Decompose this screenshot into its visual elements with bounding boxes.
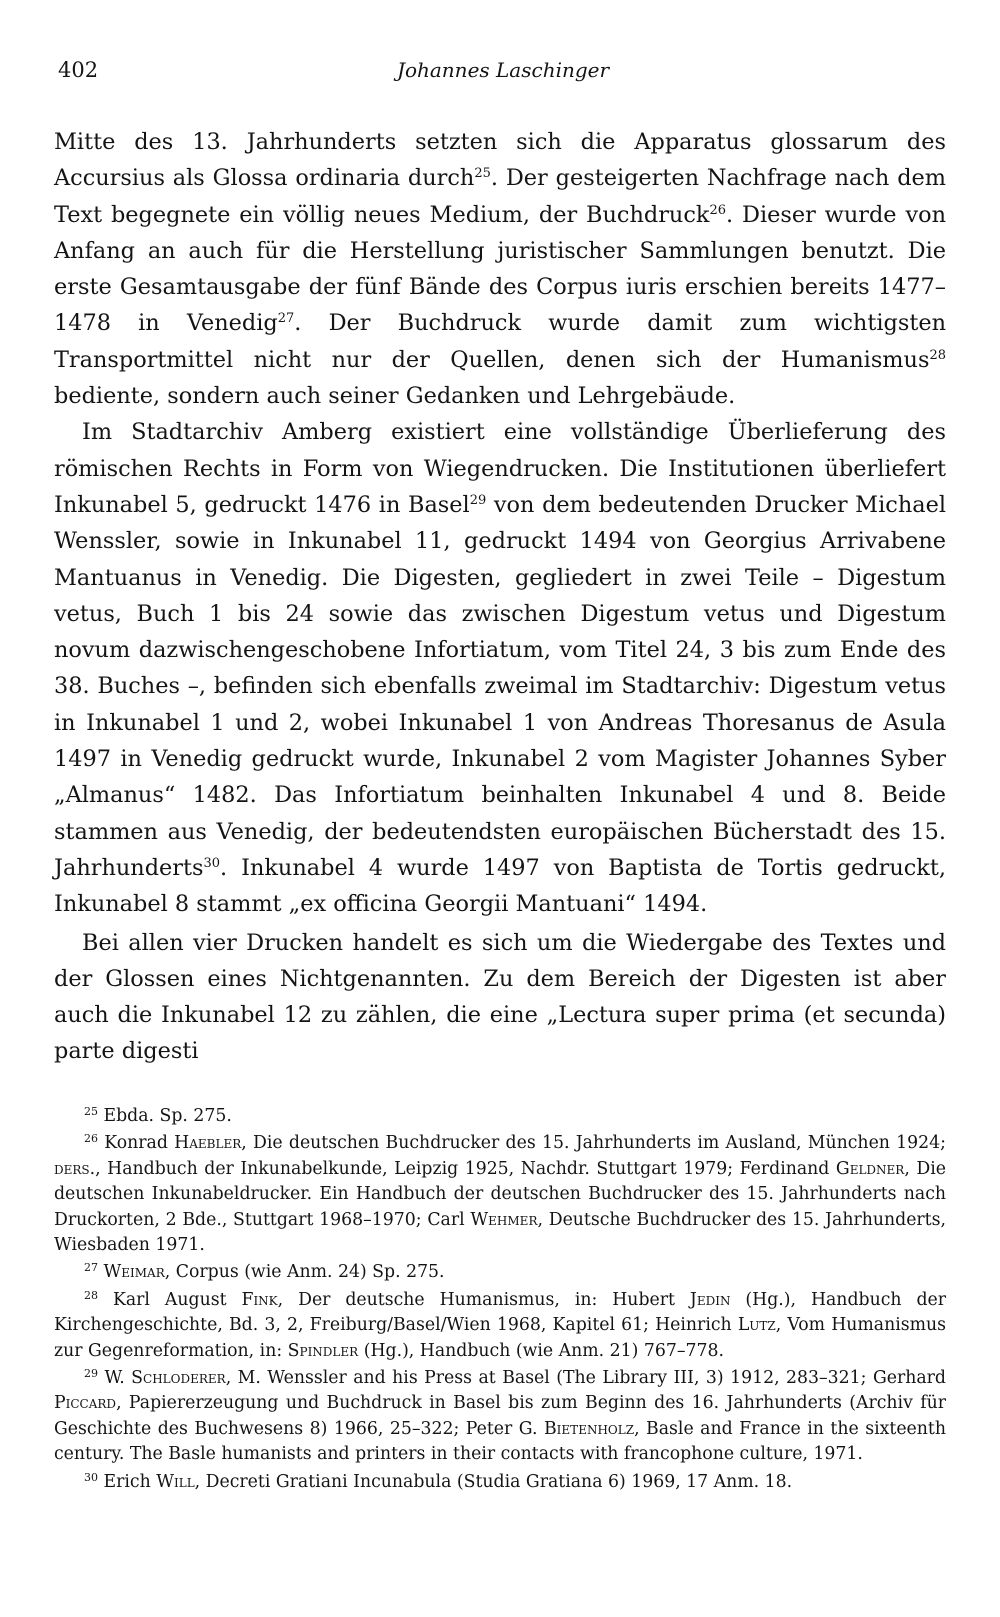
footnote-ref: 27 bbox=[277, 311, 295, 327]
footnotes bbox=[54, 1104, 946, 1497]
footnote-28 bbox=[54, 1288, 946, 1364]
author-name: Piccard bbox=[54, 1393, 117, 1414]
footnote-text: , Corpus (wie Anm. 24) Sp. 275. bbox=[164, 1262, 445, 1283]
author-name: Haebler bbox=[174, 1133, 242, 1154]
footnote-text: , Die deutschen Buchdrucker des 15. Jahrhunderts im Ausland, München 1924; bbox=[241, 1133, 946, 1154]
footnote-ref: 30 bbox=[203, 855, 221, 871]
footnote-number: 27 bbox=[84, 1261, 98, 1275]
text-run: Bei allen vier Drucken handelt es sich um die Wiedergabe des Textes und der Glossen eines Nichtgenannten. Zu dem Bereich der Digesten ist aber auch die Inkunabel 12 zu zählen, die eine „Lectura super prima (et secunda) parte digesti bbox=[54, 929, 946, 1065]
footnote-26 bbox=[54, 1131, 946, 1258]
footnote-text: , Deutsche Buchdrucker des 15. Jahrhunderts, Wiesbaden 1971. bbox=[54, 1209, 946, 1256]
text-run: . Dieser wurde von Anfang an auch für die Herstellung juristischer Sammlungen benutzt. Die erste Gesamtausgabe der fünf Bände des Corpus iuris erschien bereits 1477–1478 in Venedig bbox=[54, 201, 946, 337]
footnote-number: 28 bbox=[84, 1288, 98, 1302]
footnote-text: Erich bbox=[103, 1471, 157, 1492]
paragraph-2 bbox=[54, 414, 946, 922]
footnote-text: , Der deutsche Humanismus, in: Hubert bbox=[277, 1289, 690, 1310]
author-name: Schloderer bbox=[131, 1368, 226, 1389]
footnote-text: Konrad bbox=[104, 1133, 175, 1154]
footnote-number: 30 bbox=[84, 1470, 98, 1484]
footnote-29 bbox=[54, 1366, 946, 1468]
footnote-number: 25 bbox=[84, 1105, 98, 1118]
author-name: Weimar bbox=[103, 1262, 165, 1283]
footnote-30 bbox=[54, 1470, 946, 1495]
author-name: Jedin bbox=[689, 1289, 731, 1310]
footnote-number: 29 bbox=[84, 1367, 98, 1381]
author-name: Will bbox=[156, 1471, 195, 1492]
footnote-25 bbox=[54, 1104, 946, 1129]
author-name: Fink bbox=[241, 1289, 278, 1310]
footnote-text: , Handbuch der Inkunabelkunde, Leipzig 1925, Nachdr. Stuttgart 1979; Ferdinand bbox=[95, 1158, 836, 1179]
footnote-text: , M. Wenssler and his Press at Basel (The Library III, 3) 1912, 283–321; Gerhard bbox=[225, 1368, 946, 1389]
footnote-text: , Basle and France in the sixteenth century. The Basle humanists and printers in their contacts with francophone culture, 1971. bbox=[54, 1418, 946, 1465]
text-run: . Inkunabel 4 wurde 1497 von Baptista de Tortis gedruckt, Inkunabel 8 stammt „ex officina Georgii Mantuani“ 1494. bbox=[54, 854, 946, 918]
footnote-text: Ebda. Sp. 275. bbox=[103, 1106, 232, 1126]
text-run: von dem bedeutenden Drucker Michael Wenssler, sowie in Inkunabel 11, gedruckt 1494 von Georgius Arrivabene Mantuanus in Venedig. Die Digesten, gegliedert in zwei Teile – Digestum vetus, Buch 1 bis 24 sowie das zwischen Digestum vetus und Digestum novum dazwischengeschobene Infortiatum, vom Titel 24, 3 bis zum Ende des 38. Buches –, befinden sich ebenfalls zweimal im Stadtarchiv: Digestum vetus in Inkunabel 1 und 2, wobei Inkunabel 1 von Andreas Thoresanus de Asula 1497 in Venedig gedruckt wurde, Inkunabel 2 vom Magister Johannes Syber „Almanus“ 1482. Das Infortiatum beinhalten Inkunabel 4 und 8. Beide stammen aus Venedig, der bedeutendsten europäischen Bücherstadt des 15. Jahrhunderts bbox=[54, 491, 946, 881]
text-run: Im Stadtarchiv Amberg existiert eine vollständige Überlieferung des römischen Rechts in Form von Wiegendrucken. Die Institutionen überliefert Inkunabel 5, gedruckt 1476 in Basel bbox=[54, 419, 946, 518]
author-name: Lutz bbox=[737, 1315, 776, 1336]
text-run: . Der Buchdruck wurde damit zum wichtigsten Transportmittel nicht nur der Quellen, denen sich der Humanismus bbox=[54, 310, 946, 373]
footnote-ref: 28 bbox=[929, 347, 946, 363]
footnote-text: Karl August bbox=[112, 1289, 242, 1310]
footnote-text: , Vom Humanismus zur Gegenreformation, in: bbox=[54, 1315, 947, 1361]
page-header bbox=[58, 58, 948, 88]
page-number: 402 bbox=[58, 58, 99, 82]
text-run: Mitte des 13. Jahrhunderts setzten sich die Apparatus glossarum des Accursius als Glossa ordinaria durch bbox=[54, 129, 946, 192]
author-name: Wehmer bbox=[470, 1209, 538, 1230]
author-name: Geldner bbox=[835, 1158, 905, 1179]
footnote-rule bbox=[54, 1088, 244, 1089]
footnote-text: (Hg.), Handbuch (wie Anm. 21) 767–778. bbox=[358, 1340, 724, 1361]
footnote-ref: 26 bbox=[709, 202, 726, 218]
footnote-number: 26 bbox=[84, 1132, 98, 1146]
footnote-text: (Hg.), Handbuch der Kirchengeschichte, Bd. 3, 2, Freiburg/Basel/Wien 1968, Kapitel 61; Heinrich bbox=[54, 1289, 946, 1336]
footnote-text: W. bbox=[104, 1368, 132, 1389]
footnote-ref: 25 bbox=[474, 166, 491, 182]
author-name: ders. bbox=[54, 1158, 96, 1179]
text-run: bediente, sondern auch seiner Gedanken und Lehrgebäude. bbox=[54, 383, 736, 410]
author-name: Bietenholz bbox=[543, 1418, 635, 1439]
paragraph-1 bbox=[54, 124, 946, 414]
author-name: Spindler bbox=[287, 1340, 359, 1361]
footnote-text: , Decreti Gratiani Incunabula (Studia Gratiana 6) 1969, 17 Anm. 18. bbox=[194, 1471, 793, 1492]
paragraph-3 bbox=[54, 925, 946, 1070]
footnote-27 bbox=[54, 1260, 946, 1285]
footnote-text: , Die deutschen Inkunabeldrucker. Ein Handbuch der deutschen Buchdrucker des 15. Jahrhunderts nach Druckorten, 2 Bde., Stuttgart 1968–1970; Carl bbox=[54, 1158, 946, 1230]
footnote-ref: 29 bbox=[469, 492, 487, 508]
main-text bbox=[54, 124, 946, 1070]
running-head: Johannes Laschinger bbox=[396, 58, 610, 82]
footnote-text: , Papiererzeugung und Buchdruck in Basel bis zum Beginn des 16. Jahrhunderts (Archiv für Geschichte des Buchwesens 8) 1966, 25–322; Peter G. bbox=[54, 1393, 946, 1439]
text-run: . Der gesteigerten Nachfrage nach dem Text begegnete ein völlig neues Medium, der Buchdruck bbox=[54, 165, 947, 228]
